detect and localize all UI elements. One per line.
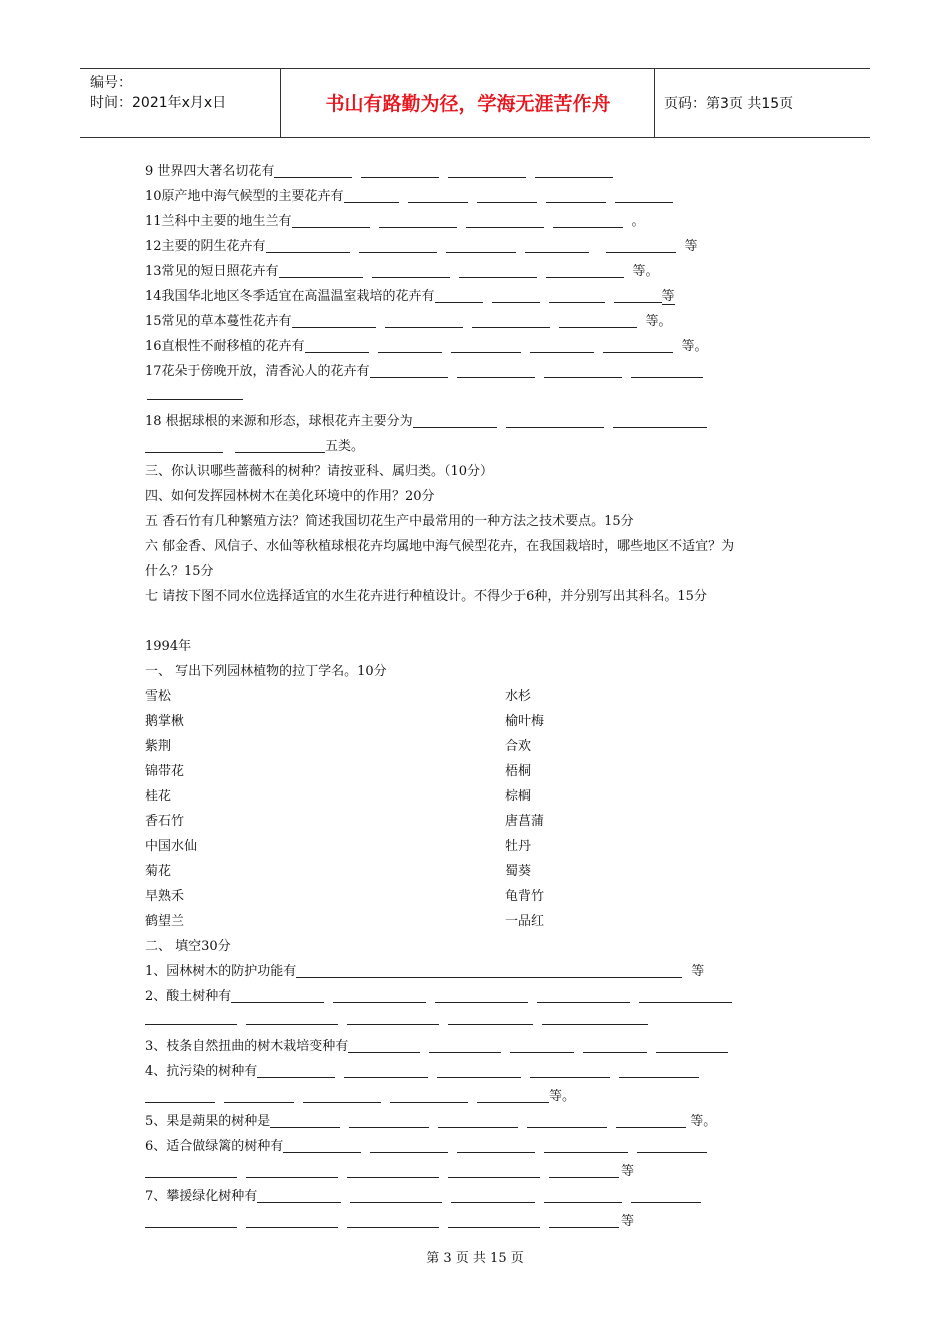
year-heading: 1994年 bbox=[145, 639, 192, 654]
question-14: 14我国华北地区冬季适宜在高温温室栽培的花卉有 等 bbox=[145, 289, 675, 304]
question-18: 18 根据球根的来源和形态，球根花卉主要分为 bbox=[145, 410, 716, 429]
plant-name: 紫荆 bbox=[145, 739, 172, 754]
question-9: 9 世界四大著名切花有 bbox=[145, 160, 622, 179]
question-10: 10原产地中海气候型的主要花卉有 bbox=[145, 185, 682, 204]
header-divider bbox=[280, 69, 281, 137]
fill-7: 7、攀援绿化树种有 bbox=[145, 1185, 710, 1204]
fill-4: 4、抗污染的树种有 bbox=[145, 1060, 708, 1079]
plant-name: 梧桐 bbox=[505, 764, 532, 779]
plant-name: 香石竹 bbox=[145, 814, 185, 829]
plant-name: 早熟禾 bbox=[145, 889, 185, 904]
section-6: 六 郁金香、风信子、水仙等秋植球根花卉均属地中海气候型花卉，在我国栽培时，哪些地区不适宜？为 bbox=[145, 539, 735, 554]
part-2-title: 二、 填空30分 bbox=[145, 939, 231, 954]
plant-name: 龟背竹 bbox=[505, 889, 545, 904]
plant-name: 棕榈 bbox=[505, 789, 532, 804]
question-12: 12主要的阴生花卉有 等 bbox=[145, 239, 698, 254]
page-footer: 第 3 页 共 15 页 bbox=[426, 1251, 524, 1266]
fill-5: 5、果是蒴果的树种是 等。 bbox=[145, 1114, 717, 1129]
plant-name: 合欢 bbox=[505, 739, 532, 754]
part-1-title: 一、 写出下列园林植物的拉丁学名。10分 bbox=[145, 664, 387, 679]
question-11: 11兰科中主要的地生兰有 。 bbox=[145, 214, 645, 229]
plant-name: 榆叶梅 bbox=[505, 714, 545, 729]
fill-6-continuation: 等 bbox=[145, 1160, 634, 1179]
fill-2: 2、酸土树种有 bbox=[145, 985, 741, 1004]
fill-2-continuation bbox=[145, 1010, 657, 1026]
plant-name: 中国水仙 bbox=[145, 839, 198, 854]
plant-name: 蜀葵 bbox=[505, 864, 532, 879]
time-label: 时间：2021年x月x日 bbox=[90, 95, 227, 111]
fill-6: 6、适合做绿篱的树种有 bbox=[145, 1135, 716, 1154]
plant-name: 鹤望兰 bbox=[145, 914, 185, 929]
plant-name: 一品红 bbox=[505, 914, 545, 929]
section-3: 三、你认识哪些蔷薇科的树种？请按亚科、属归类。（10分） bbox=[145, 464, 494, 479]
page-header bbox=[80, 68, 870, 138]
fill-3: 3、枝条自然扭曲的树木栽培变种有 bbox=[145, 1035, 737, 1054]
plant-name: 唐菖蒲 bbox=[505, 814, 545, 829]
section-7: 七 请按下图不同水位选择适宜的水生花卉进行种植设计。不得少于6种，并分别写出其科名。15分 bbox=[145, 589, 707, 604]
plant-name: 鹅掌楸 bbox=[145, 714, 185, 729]
section-5: 五 香石竹有几种繁殖方法？简述我国切花生产中最常用的一种方法之技术要点。15分 bbox=[145, 514, 634, 529]
plant-name: 锦带花 bbox=[145, 764, 185, 779]
fill-4-continuation: 等。 bbox=[145, 1085, 575, 1104]
header-divider bbox=[654, 69, 655, 137]
header-motto: 书山有路勤为径，学海无涯苦作舟 bbox=[325, 93, 611, 115]
fill-1: 1、园林树木的防护功能有 等 bbox=[145, 964, 705, 979]
question-17-continuation bbox=[147, 385, 252, 401]
plant-name: 水杉 bbox=[505, 689, 532, 704]
plant-name: 雪松 bbox=[145, 689, 172, 704]
question-16: 16直根性不耐移植的花卉有 等。 bbox=[145, 339, 708, 354]
plant-name: 桂花 bbox=[145, 789, 172, 804]
question-17: 17花朵于傍晚开放，清香沁人的花卉有 bbox=[145, 360, 712, 379]
section-4: 四、如何发挥园林树木在美化环境中的作用？20分 bbox=[145, 489, 435, 504]
question-15: 15常见的草本蔓性花卉有 等。 bbox=[145, 314, 672, 329]
section-6-continuation: 什么？15分 bbox=[145, 564, 214, 579]
plant-name: 牡丹 bbox=[505, 839, 532, 854]
number-label: 编号： bbox=[90, 75, 132, 91]
question-13: 13常见的短日照花卉有 等。 bbox=[145, 264, 659, 279]
header-meta bbox=[90, 73, 226, 113]
fill-7-continuation: 等 bbox=[145, 1210, 634, 1229]
question-18-continuation: 五类。 bbox=[145, 435, 364, 454]
header-page-info: 页码：第3页 共15页 bbox=[664, 96, 794, 112]
plant-name: 菊花 bbox=[145, 864, 172, 879]
